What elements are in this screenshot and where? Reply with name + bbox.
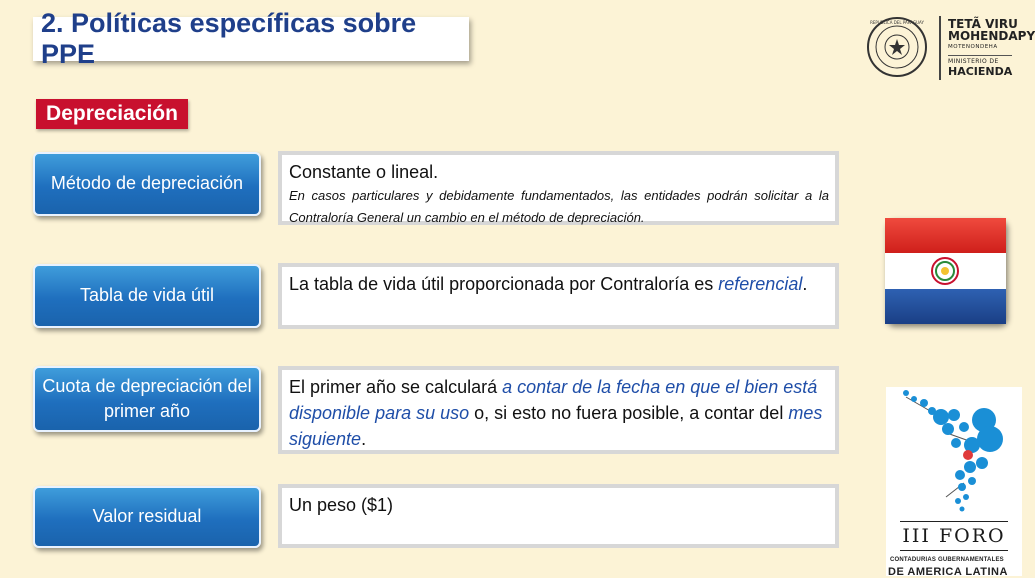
row-label-metodo: [33, 152, 261, 216]
row-text-end: .: [802, 274, 808, 294]
row-label-text: Valor residual: [92, 506, 202, 527]
foro-line-top: [900, 521, 1008, 522]
paraguay-flag-icon: [885, 218, 1006, 324]
row-text-mid: o, si esto no fuera posible, a contar del: [469, 403, 789, 424]
row-content-metodo: [278, 151, 839, 225]
foro-title: III FORO: [902, 525, 1006, 547]
logo-line3: MOTENONDEHA: [948, 44, 998, 50]
row-label-text: Tabla de vida útil: [79, 285, 215, 306]
title-box: [33, 8, 469, 69]
foro-logo: [886, 387, 1022, 576]
row-label-valor: [33, 486, 261, 548]
page-title: 2. Políticas específicas sobre PPE: [41, 8, 417, 69]
logo-divider: [939, 16, 941, 80]
row-content-cuota: [278, 366, 839, 454]
logo-line4: MINISTERIO DE: [948, 57, 999, 65]
row-main-text: Constante o lineal.: [289, 162, 439, 182]
flag-emblem-icon: [930, 256, 960, 286]
section-label: Depreciación: [36, 99, 188, 129]
flag-stripe-red: [885, 218, 1006, 253]
row-text: La tabla de vida útil proporcionada por Contraloría es: [289, 274, 719, 294]
row-text: Un peso ($1): [289, 495, 394, 515]
row-text: El primer año se calculará: [289, 377, 503, 397]
row-label-text: Cuota de depreciación del primer año: [42, 375, 252, 421]
row-emphasis: a contar de la fecha en que el bien está disponible para su uso: [289, 377, 818, 424]
row-emphasis-2: mes siguiente: [289, 403, 823, 450]
row-label-text: Método de depreciación: [50, 173, 244, 194]
logo-line2: MOHENDAPY: [948, 29, 1035, 43]
row-note-text: En casos particulares y debidamente fundamentados, las entidades podrán solicitar a la Contraloría General un cambio en el método de depreciación.: [289, 188, 829, 225]
row-emphasis: referencial: [718, 274, 803, 294]
hacienda-logo: [866, 16, 1035, 82]
row-content-tabla: [278, 263, 839, 329]
logo-line1: TETÃ VIRU: [948, 17, 1018, 31]
row-label-tabla: [33, 264, 261, 328]
latin-america-dots-icon: [886, 387, 1022, 525]
row-text-end: .: [361, 429, 367, 450]
logo-text: [948, 18, 1035, 77]
foro-line-bottom: [900, 550, 1008, 551]
flag-stripe-blue: [885, 289, 1006, 324]
logo-line5: HACIENDA: [948, 64, 1013, 78]
seal-icon: [866, 16, 928, 78]
row-label-cuota: [33, 366, 261, 432]
foro-subtitle-2: DE AMERICA LATINA: [888, 566, 1008, 578]
logo-separator: [948, 55, 1012, 56]
svg-text:REPUBLICA DEL PARAGUAY: REPUBLICA DEL PARAGUAY: [870, 20, 924, 25]
foro-subtitle: CONTADURIAS GUBERNAMENTALES: [890, 557, 1004, 563]
row-content-valor: [278, 484, 839, 548]
